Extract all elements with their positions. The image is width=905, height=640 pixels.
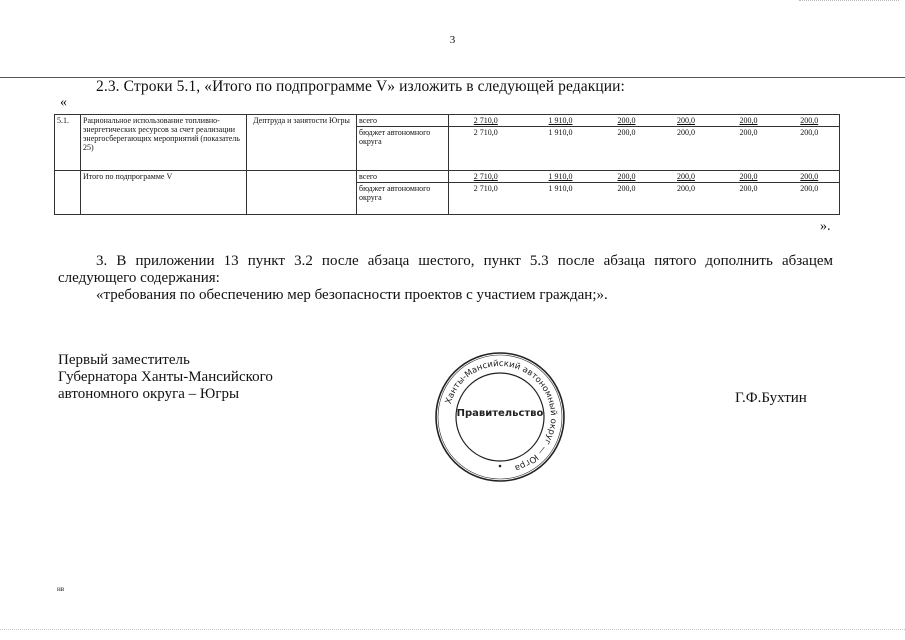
row-executor: Дептруда и занятости Югры (247, 115, 357, 171)
source-cell: бюджет автономного округа (357, 183, 449, 215)
value-cell: 200,0 (599, 183, 655, 215)
official-seal (433, 350, 567, 484)
signer-title-line-3: автономного округа – Югры (58, 386, 240, 402)
value-cell: 1 910,0 (523, 127, 599, 171)
value-cell: 1 910,0 (523, 183, 599, 215)
row-name: Итого по подпрограмме V (81, 171, 247, 215)
row-number: 5.1. (55, 115, 81, 171)
value-cell: 200,0 (655, 127, 718, 171)
value-cell: 200,0 (599, 171, 655, 183)
signer-title (58, 352, 273, 403)
page-number: 3 (449, 34, 456, 46)
value-cell: 200,0 (780, 171, 840, 183)
section-heading: 2.3. Строки 5.1, «Итого по подпрограмме V» изложить в следующей редакции: (96, 78, 625, 95)
signer-title-line-2: Губернатора Ханты-Мансийского (58, 369, 273, 385)
value-cell: 200,0 (655, 183, 718, 215)
value-cell: 200,0 (655, 115, 718, 127)
table-row (55, 115, 840, 127)
value-cell: 2 710,0 (449, 115, 523, 127)
scan-artifact-top (799, 0, 899, 2)
footer-code: нв (57, 585, 65, 593)
table-open-quote: « (60, 95, 67, 110)
signer-name: Г.Ф.Бухтин (735, 390, 807, 406)
value-cell: 200,0 (780, 183, 840, 215)
row-executor-empty (247, 171, 357, 215)
value-cell: 200,0 (780, 127, 840, 171)
value-cell: 200,0 (718, 183, 780, 215)
table-row (55, 171, 840, 183)
value-cell: 200,0 (718, 115, 780, 127)
value-cell: 1 910,0 (523, 115, 599, 127)
value-cell: 2 710,0 (449, 127, 523, 171)
table-close-quote: ». (820, 219, 831, 234)
source-cell: всего (357, 115, 449, 127)
source-cell: всего (357, 171, 449, 183)
source-cell: бюджет автономного округа (357, 127, 449, 171)
value-cell: 200,0 (655, 171, 718, 183)
value-cell: 200,0 (599, 115, 655, 127)
row-name: Рациональное использование топливно-энергетических ресурсов за счет реализации энергосберегающих мероприятий (показатель 25) (81, 115, 247, 171)
row-number-empty (55, 171, 81, 215)
scan-artifact-bottom (0, 629, 905, 631)
value-cell: 200,0 (718, 127, 780, 171)
seal-center-text: Правительство (456, 408, 544, 419)
value-cell: 200,0 (599, 127, 655, 171)
value-cell: 2 710,0 (449, 171, 523, 183)
budget-table (54, 114, 840, 215)
signer-title-line-1: Первый заместитель (58, 352, 190, 368)
seal-ring-text: Ханты-Мансийский автономный округ — Югра (443, 358, 559, 473)
value-cell: 1 910,0 (523, 171, 599, 183)
value-cell: 200,0 (718, 171, 780, 183)
value-cell: 2 710,0 (449, 183, 523, 215)
paragraph-3: 3. В приложении 13 пункт 3.2 после абзаца шестого, пункт 5.3 после абзаца пятого дополнить абзацем следующего содержания: (58, 253, 833, 286)
paragraph-3-quote: «требования по обеспечению мер безопасности проектов с участием граждан;». (96, 287, 608, 303)
value-cell: 200,0 (780, 115, 840, 127)
